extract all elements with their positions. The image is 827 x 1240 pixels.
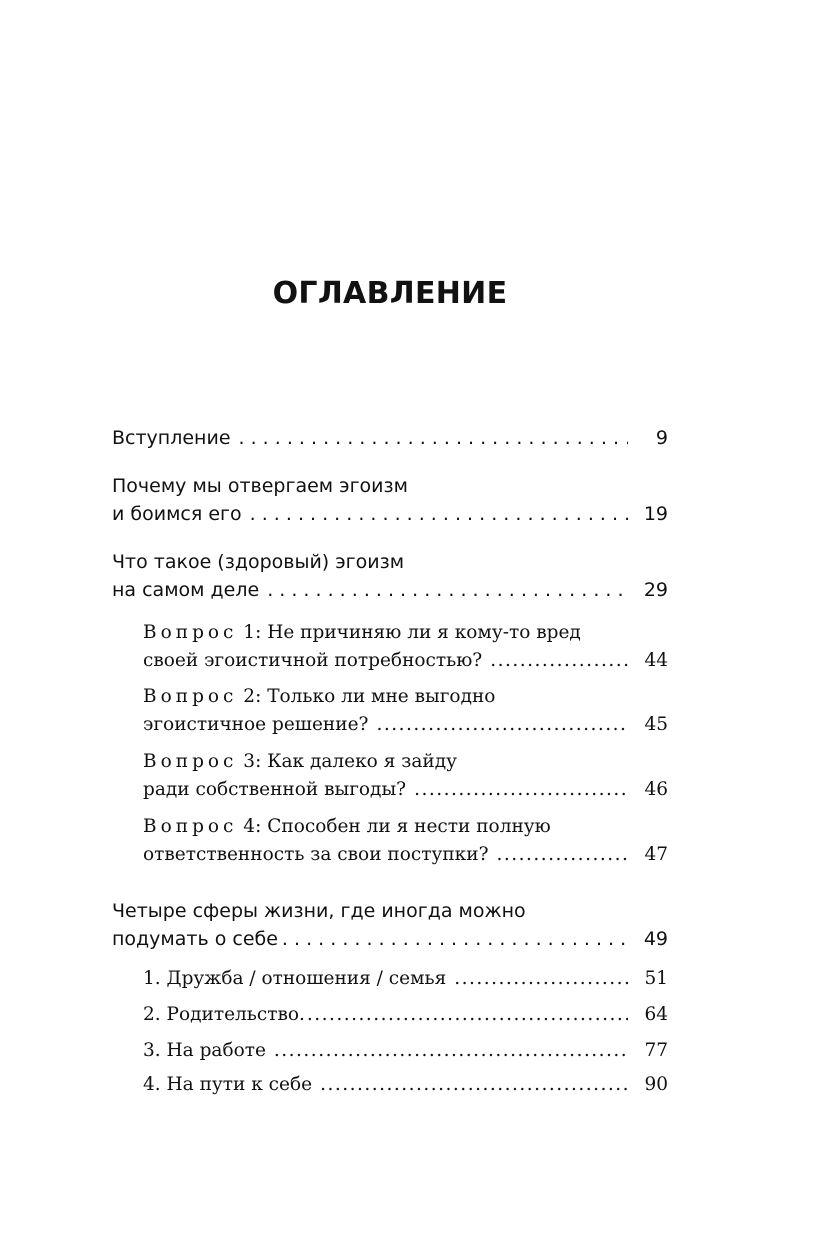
subitem-label: 4. На пути к себе — [143, 1074, 313, 1095]
dot-leader — [282, 928, 628, 950]
toc-subitem-4[interactable] — [143, 1074, 668, 1095]
question-number: 2: — [243, 686, 262, 707]
page-number: 64 — [644, 1004, 668, 1025]
toc-entry-label-line1: Что такое (здоровый) эгоизм — [112, 551, 405, 573]
toc-entry-intro[interactable] — [112, 427, 668, 449]
dot-leader — [250, 503, 628, 525]
toc-question-2[interactable] — [143, 686, 668, 735]
page-number: 19 — [643, 503, 668, 525]
page-number: 51 — [644, 968, 668, 989]
subitem-label: 1. Дружба / отношения / семья — [143, 968, 447, 989]
toc-question-4[interactable] — [143, 816, 668, 865]
question-prefix: Вопрос — [143, 686, 238, 707]
toc-subitem-2[interactable] — [143, 1004, 668, 1025]
question-number: 1: — [243, 622, 262, 643]
toc-entry-label-line1: Четыре сферы жизни, где иногда можно — [112, 900, 526, 922]
dot-leader — [274, 1040, 628, 1061]
dot-leader — [414, 779, 628, 800]
toc-subitem-3[interactable] — [143, 1040, 668, 1061]
page-number: 44 — [644, 650, 668, 671]
toc-entry-four-spheres[interactable] — [112, 900, 668, 950]
question-text-line1: Как далеко я зайду — [267, 751, 457, 772]
dot-leader — [497, 844, 629, 865]
question-text-line2: своей эгоистичной потребностью? — [143, 650, 483, 671]
page-number: 46 — [644, 779, 668, 800]
page-number: 29 — [643, 579, 668, 601]
toc-entry-label-line1: Почему мы отвергаем эгоизм — [112, 475, 408, 497]
page-number: 49 — [643, 928, 668, 950]
question-text-line1: Способен ли я нести полную — [267, 816, 551, 837]
page-title: ОГЛАВЛЕНИЕ — [272, 276, 508, 311]
toc-entry-why-reject[interactable] — [112, 475, 668, 525]
page-number: 47 — [644, 844, 668, 865]
dot-leader — [267, 579, 628, 601]
toc-entry-label-line2: на самом деле — [112, 579, 260, 601]
toc-entry-label-line2: и боимся его — [112, 503, 242, 525]
question-prefix: Вопрос — [143, 622, 238, 643]
dot-leader — [239, 427, 628, 449]
question-text-line1: Только ли мне выгодно — [267, 686, 496, 707]
question-number: 4: — [243, 816, 262, 837]
subitem-label: 2. Родительство. — [143, 1004, 305, 1025]
dot-leader — [320, 1074, 628, 1095]
toc-question-1[interactable] — [143, 622, 668, 671]
page-number: 45 — [644, 714, 668, 735]
toc-entry-label: Вступление — [112, 427, 231, 449]
page-number: 9 — [655, 427, 668, 449]
subitem-label: 3. На работе — [143, 1040, 266, 1061]
page-number: 90 — [644, 1074, 668, 1095]
question-text-line1: Не причиняю ли я кому-то вред — [267, 622, 581, 643]
dot-leader — [307, 1004, 628, 1025]
toc-entry-label-line2: подумать о себе — [112, 928, 278, 950]
toc-question-3[interactable] — [143, 751, 668, 800]
dot-leader — [454, 968, 628, 989]
dot-leader — [490, 650, 628, 671]
question-number: 3: — [243, 751, 262, 772]
question-text-line2: эгоистичное решение? — [143, 714, 369, 735]
question-prefix: Вопрос — [143, 751, 238, 772]
toc-entry-healthy-egoism[interactable] — [112, 551, 668, 601]
toc-subitem-1[interactable] — [143, 968, 668, 989]
question-text-line2: ответственность за свои поступки? — [143, 844, 489, 865]
question-text-line2: ради собственной выгоды? — [143, 779, 407, 800]
question-prefix: Вопрос — [143, 816, 238, 837]
dot-leader — [376, 714, 628, 735]
page-number: 77 — [644, 1040, 668, 1061]
